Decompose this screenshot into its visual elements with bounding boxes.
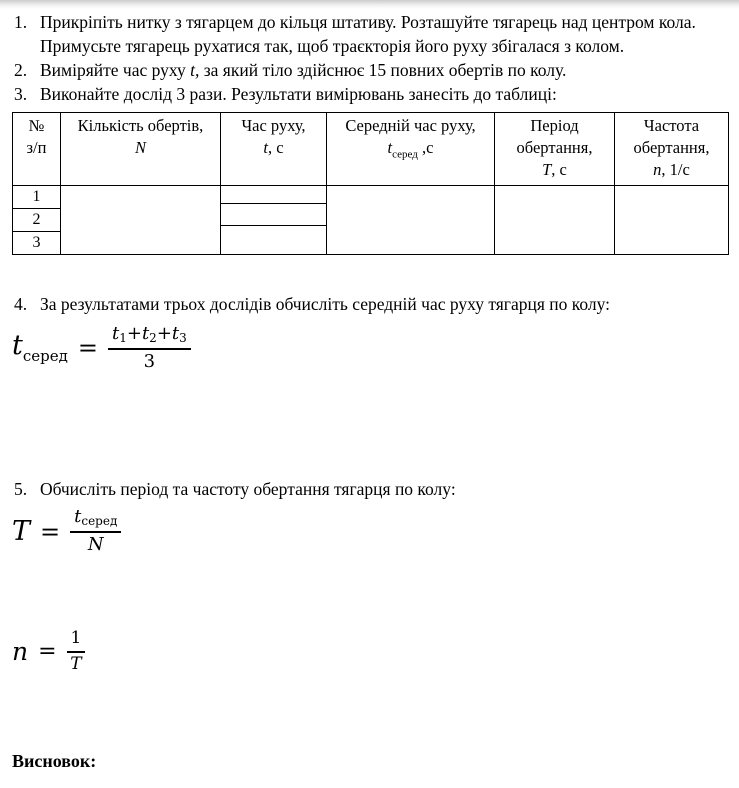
variable-t: t, bbox=[190, 60, 200, 80]
header-text: Час руху, bbox=[241, 116, 306, 135]
plus-sign: + bbox=[126, 323, 142, 344]
subscript-sered: серед bbox=[392, 148, 418, 161]
variable-T: T bbox=[70, 653, 82, 674]
formula-period bbox=[12, 507, 727, 555]
variable-N: N bbox=[134, 138, 146, 157]
list-item-4 bbox=[12, 292, 727, 316]
list-number: 4. bbox=[14, 294, 28, 314]
fraction bbox=[108, 324, 191, 372]
fraction-numerator: 1 bbox=[67, 629, 86, 653]
header-text: Частота bbox=[643, 116, 700, 135]
subscript-sered: серед bbox=[22, 347, 68, 366]
measurement-table bbox=[12, 112, 729, 255]
list-text: Виконайте дослід 3 рази. Результати вимірювань занесіть до таблиці: bbox=[40, 84, 557, 104]
header-frequency bbox=[615, 113, 729, 186]
list-text bbox=[40, 58, 727, 82]
formula-lhs bbox=[12, 332, 68, 364]
header-text: № bbox=[28, 116, 45, 135]
time-cell-divider bbox=[220, 225, 327, 226]
header-unit: , с bbox=[551, 160, 567, 179]
header-text: з/п bbox=[26, 138, 47, 157]
list-text-post: за який тіло здійснює 15 повних обертів по колу. bbox=[199, 60, 567, 80]
header-text: Період bbox=[530, 116, 579, 135]
header-row-number bbox=[13, 113, 61, 186]
variable-n: n bbox=[12, 637, 29, 667]
header-text: обертання, bbox=[633, 138, 710, 157]
table-row bbox=[13, 186, 729, 209]
instruction-list bbox=[12, 10, 727, 106]
list-number: 1. bbox=[14, 12, 28, 32]
variable-t: t bbox=[263, 138, 268, 157]
header-average-time bbox=[327, 113, 495, 186]
table-header-row bbox=[13, 113, 729, 186]
variable-t: t bbox=[12, 330, 23, 362]
header-text: Кількість обертів, bbox=[77, 116, 204, 135]
formula-average-time bbox=[12, 324, 727, 372]
row-number-cell: 2 bbox=[13, 209, 61, 232]
list-text: Обчисліть період та частоту обертання тягарця по колу: bbox=[40, 479, 456, 500]
variable-T: T bbox=[542, 160, 552, 179]
average-time-empty-cell bbox=[327, 186, 495, 255]
variable-t: t bbox=[141, 323, 150, 344]
list-number: 5. bbox=[14, 479, 28, 500]
header-text: обертання, bbox=[516, 138, 593, 157]
list-number: 3. bbox=[14, 84, 28, 104]
equals-sign: = bbox=[38, 639, 57, 665]
fraction-numerator bbox=[108, 324, 191, 350]
time-cell-divider bbox=[220, 203, 327, 204]
conclusion-label: Висновок: bbox=[12, 751, 97, 772]
fraction-numerator bbox=[70, 507, 121, 533]
list-item-5 bbox=[12, 477, 727, 501]
header-revolutions bbox=[61, 113, 221, 186]
equals-sign: = bbox=[40, 517, 61, 546]
variable-t: t bbox=[387, 138, 393, 157]
header-period bbox=[495, 113, 615, 186]
header-unit: , 1/с bbox=[661, 160, 690, 179]
subscript-sered: серед bbox=[81, 514, 118, 529]
variable-N: N bbox=[87, 534, 104, 556]
period-empty-cell bbox=[495, 186, 615, 255]
fraction bbox=[70, 507, 121, 555]
header-text: Середній час руху, bbox=[345, 116, 476, 135]
plus-sign: + bbox=[156, 323, 172, 344]
fraction-denominator: 3 bbox=[143, 350, 156, 372]
variable-T: T bbox=[12, 516, 31, 548]
list-number: 2. bbox=[14, 60, 28, 80]
list-item-1 bbox=[12, 10, 727, 58]
fraction-denominator bbox=[67, 653, 86, 675]
subscript-3: 3 bbox=[179, 331, 187, 345]
list-text: Прикріпіть нитку з тягарцем до кільця штативу. Розташуйте тягарець над центром кола. Примусьте тягарець рухатися так, щоб траєкторія його руху збігалася з колом. bbox=[40, 12, 696, 56]
header-time bbox=[221, 113, 327, 186]
fraction-denominator bbox=[70, 533, 121, 556]
revolutions-empty-cell bbox=[61, 186, 221, 255]
formula-frequency bbox=[12, 629, 727, 674]
list-item-2 bbox=[12, 58, 727, 82]
formula-lhs bbox=[12, 637, 29, 667]
list-text-pre: Виміряйте час руху bbox=[40, 60, 191, 80]
fraction bbox=[67, 629, 86, 674]
list-text: За результатами трьох дослідів обчисліть середній час руху тягарця по колу: bbox=[40, 294, 611, 314]
row-number-cell: 3 bbox=[13, 232, 61, 255]
row-number-cell: 1 bbox=[13, 186, 61, 209]
header-unit: ,с bbox=[417, 138, 434, 157]
time-empty-cells bbox=[221, 186, 327, 255]
variable-t: t bbox=[74, 506, 82, 528]
frequency-empty-cell bbox=[615, 186, 729, 255]
variable-n: n bbox=[653, 160, 662, 179]
subscript-1: 1 bbox=[119, 331, 127, 345]
variable-t: t bbox=[171, 323, 180, 344]
header-unit: , с bbox=[268, 138, 284, 157]
equals-sign: = bbox=[77, 334, 98, 363]
list-item-3 bbox=[12, 82, 727, 106]
formula-lhs bbox=[12, 516, 31, 548]
variable-t: t bbox=[111, 323, 120, 344]
subscript-2: 2 bbox=[149, 331, 157, 345]
